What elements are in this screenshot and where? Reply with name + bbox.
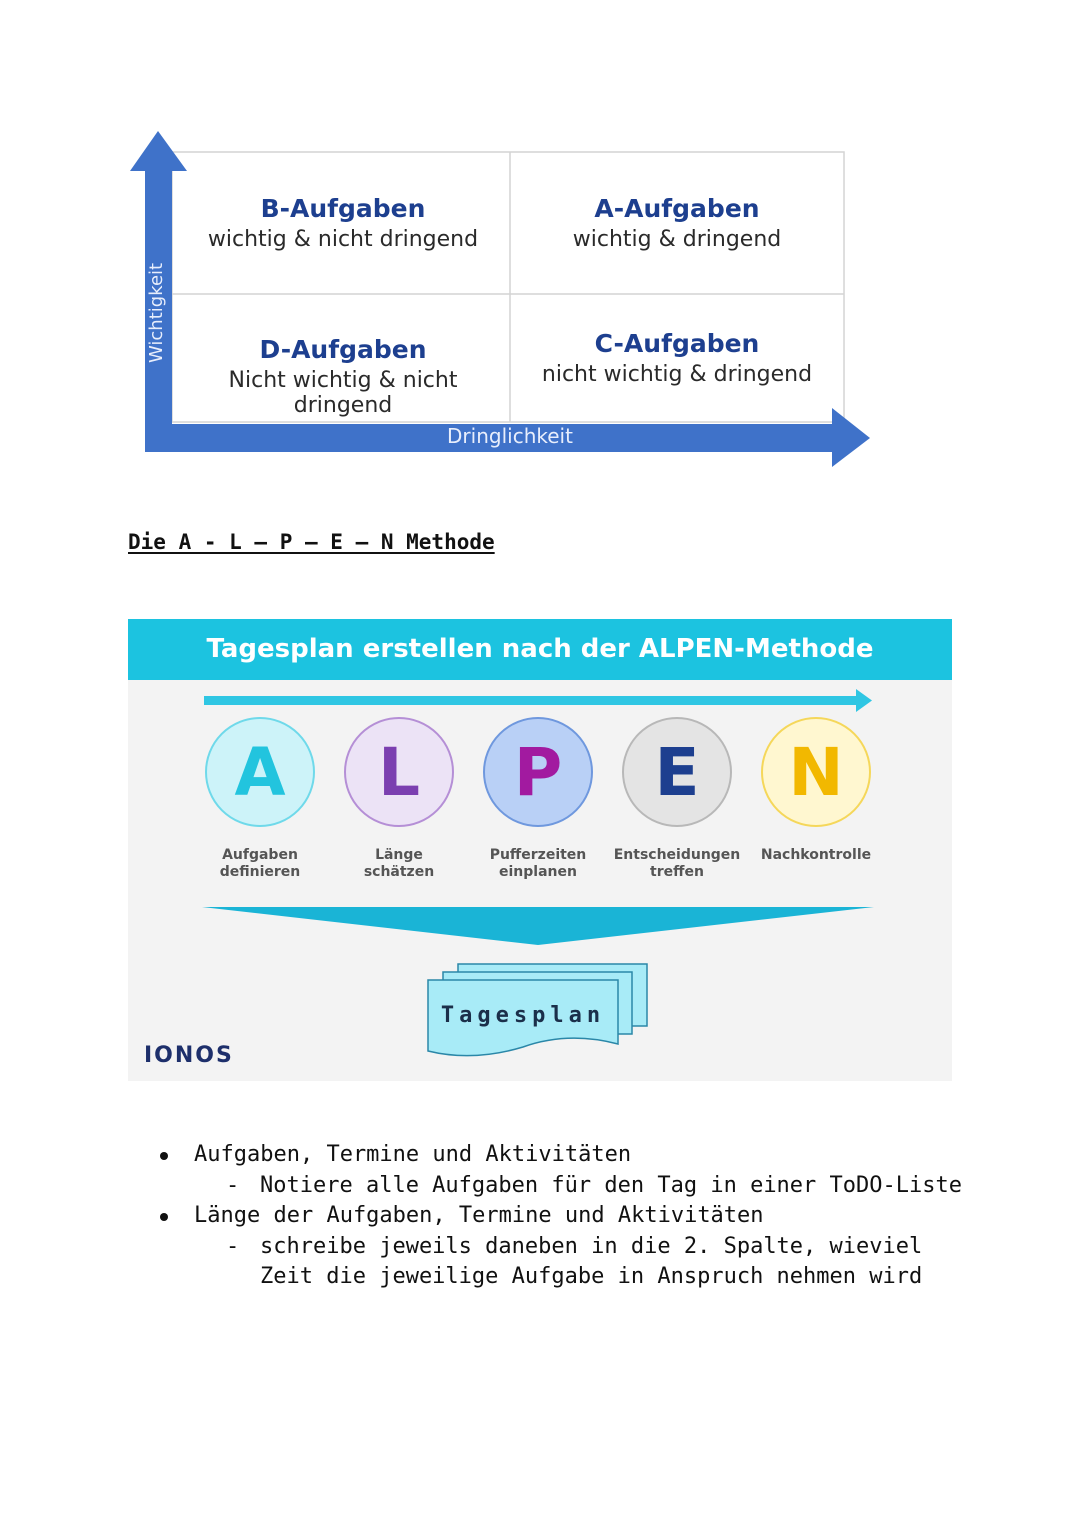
- section-heading: Die A - L – P – E – N Methode: [128, 530, 495, 554]
- step-letter: N: [788, 733, 844, 811]
- alpen-banner-title: Tagesplan erstellen nach der ALPEN-Methode: [128, 619, 952, 680]
- step-label: Entscheidungen treffen: [613, 847, 741, 880]
- step-e-circle: [622, 717, 732, 827]
- progress-arrow-shaft: [204, 696, 860, 705]
- list-subitem: [160, 1171, 980, 1202]
- step-letter: E: [654, 733, 700, 811]
- quadrant-subtitle: nicht wichtig & dringend: [541, 362, 813, 387]
- list-subitem: [160, 1232, 980, 1293]
- step-n-circle: [761, 717, 871, 827]
- quadrant-subtitle: Nicht wichtig & nicht dringend: [228, 368, 458, 418]
- alpen-step-p: [468, 717, 608, 881]
- brand-logo: IONOS: [144, 1043, 234, 1068]
- x-axis-label: Dringlichkeit: [447, 424, 573, 448]
- quadrant-title: D-Aufgaben: [259, 335, 427, 364]
- notes-list: [160, 1140, 980, 1293]
- alpen-step-l: [329, 717, 469, 881]
- step-l-circle: [344, 717, 454, 827]
- result-label: Tagesplan: [440, 1003, 606, 1028]
- progress-arrowhead: [856, 689, 872, 712]
- alpen-step-a: [190, 717, 330, 881]
- step-p-circle: [483, 717, 593, 827]
- step-a-circle: [205, 717, 315, 827]
- alpen-step-n: [746, 717, 886, 864]
- list-item: [160, 1201, 980, 1232]
- quadrant-c: [514, 329, 840, 387]
- step-label: Länge schätzen: [363, 847, 435, 880]
- bullet-text: Aufgaben, Termine und Aktivitäten: [194, 1142, 632, 1167]
- step-letter: L: [377, 733, 421, 811]
- bullet-icon: [160, 1152, 168, 1160]
- step-letter: P: [513, 733, 563, 811]
- funnel-shape: [202, 907, 874, 945]
- step-label: Aufgaben definieren: [219, 847, 301, 880]
- dash-icon: -: [226, 1233, 240, 1259]
- y-axis-label: Wichtigkeit: [146, 262, 167, 364]
- list-item: [160, 1140, 980, 1171]
- quadrant-title: C-Aufgaben: [594, 329, 760, 358]
- step-label: Pufferzeiten einplanen: [489, 847, 587, 880]
- quadrant-b: [180, 194, 506, 252]
- subitem-text: Notiere alle Aufgaben für den Tag in einer ToDO-Liste: [260, 1172, 962, 1198]
- quadrant-d: [176, 335, 510, 418]
- quadrant-a: [514, 194, 840, 252]
- alpen-infographic: [128, 619, 952, 1081]
- x-axis-arrowhead: [832, 408, 870, 467]
- dash-icon: -: [226, 1172, 240, 1198]
- alpen-step-e: [607, 717, 747, 881]
- step-label: Nachkontrolle: [760, 847, 872, 863]
- subitem-text: schreibe jeweils daneben in die 2. Spalte, wieviel Zeit die jeweilige Aufgabe in Anspruch nehmen wird: [260, 1233, 923, 1289]
- step-letter: A: [234, 733, 286, 811]
- bullet-icon: [160, 1213, 168, 1221]
- quadrant-title: A-Aufgaben: [594, 194, 760, 223]
- quadrant-subtitle: wichtig & nicht dringend: [207, 227, 479, 252]
- eisenhower-matrix: [0, 0, 1080, 480]
- bullet-text: Länge der Aufgaben, Termine und Aktivitäten: [194, 1203, 764, 1228]
- quadrant-subtitle: wichtig & dringend: [572, 227, 782, 252]
- y-axis-arrowhead: [130, 131, 187, 171]
- quadrant-title: B-Aufgaben: [260, 194, 426, 223]
